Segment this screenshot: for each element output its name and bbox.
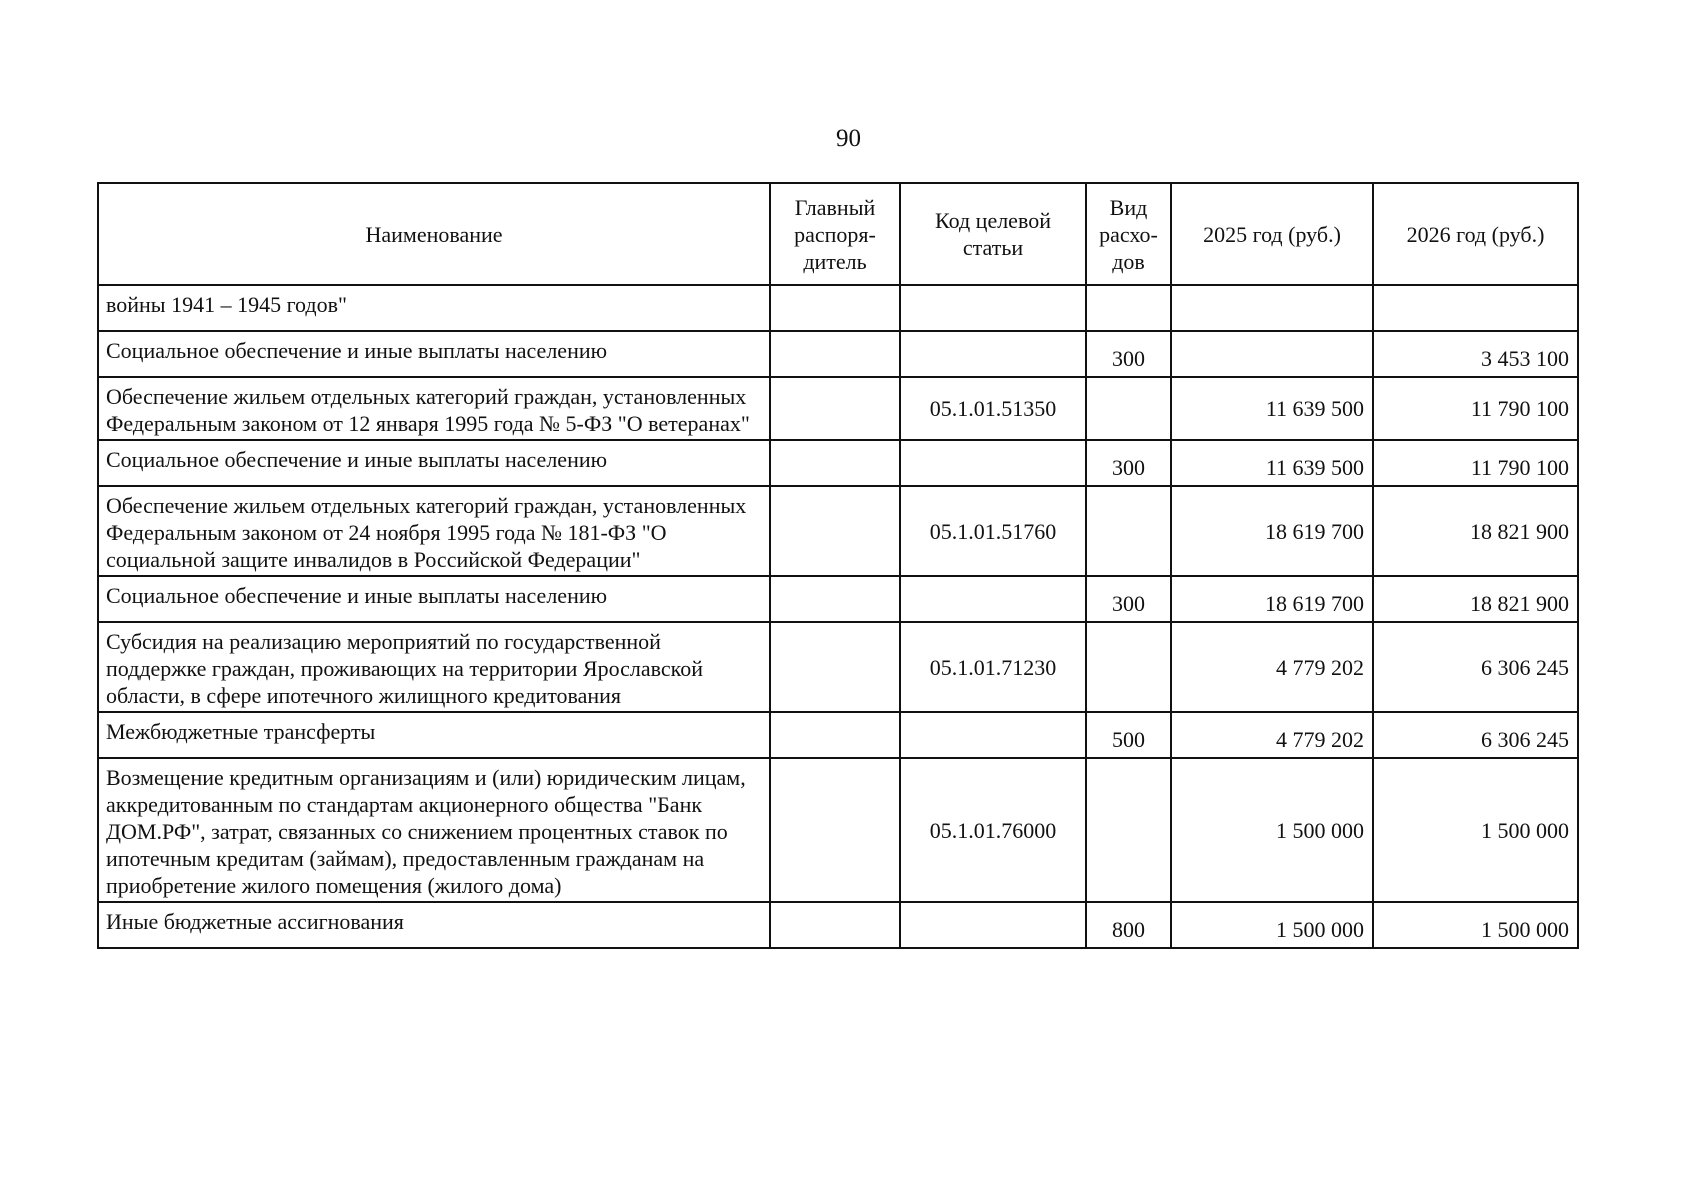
cell-year-2026	[1373, 285, 1578, 331]
cell-code: 05.1.01.71230	[900, 622, 1086, 712]
cell-year-2026: 6 306 245	[1373, 622, 1578, 712]
cell-name: войны 1941 – 1945 годов"	[98, 285, 770, 331]
cell-manager	[770, 331, 900, 377]
table-row	[98, 712, 1578, 758]
cell-code	[900, 440, 1086, 486]
cell-code	[900, 331, 1086, 377]
cell-year-2025	[1171, 331, 1373, 377]
cell-manager	[770, 486, 900, 576]
cell-manager	[770, 377, 900, 440]
cell-year-2025: 4 779 202	[1171, 712, 1373, 758]
cell-expense-type: 800	[1086, 902, 1171, 948]
table-row	[98, 331, 1578, 377]
header-year-2025: 2025 год (руб.)	[1171, 183, 1373, 285]
cell-manager	[770, 440, 900, 486]
header-year-2026: 2026 год (руб.)	[1373, 183, 1578, 285]
cell-year-2025: 1 500 000	[1171, 902, 1373, 948]
cell-year-2026: 18 821 900	[1373, 486, 1578, 576]
cell-name: Социальное обеспечение и иные выплаты населению	[98, 576, 770, 622]
cell-code	[900, 712, 1086, 758]
cell-name: Обеспечение жильем отдельных категорий граждан, установленных Федеральным законом от 12 января 1995 года № 5-ФЗ "О ветеранах"	[98, 377, 770, 440]
cell-name: Социальное обеспечение и иные выплаты населению	[98, 440, 770, 486]
cell-year-2025: 11 639 500	[1171, 440, 1373, 486]
cell-name: Иные бюджетные ассигнования	[98, 902, 770, 948]
cell-code: 05.1.01.51350	[900, 377, 1086, 440]
cell-year-2025	[1171, 285, 1373, 331]
cell-expense-type	[1086, 622, 1171, 712]
cell-expense-type	[1086, 377, 1171, 440]
cell-year-2025: 11 639 500	[1171, 377, 1373, 440]
cell-manager	[770, 902, 900, 948]
header-manager: Главный распоря-дитель	[770, 183, 900, 285]
header-code: Код целевой статьи	[900, 183, 1086, 285]
cell-manager	[770, 712, 900, 758]
page-number: 90	[836, 125, 861, 152]
cell-code: 05.1.01.76000	[900, 758, 1086, 902]
cell-expense-type: 300	[1086, 331, 1171, 377]
table-row	[98, 622, 1578, 712]
cell-name: Субсидия на реализацию мероприятий по государственной поддержке граждан, проживающих на территории Ярославской области, в сфере ипотечного жилищного кредитования	[98, 622, 770, 712]
cell-name: Социальное обеспечение и иные выплаты населению	[98, 331, 770, 377]
header-expense-type: Вид расхо-дов	[1086, 183, 1171, 285]
cell-year-2026: 1 500 000	[1373, 902, 1578, 948]
cell-year-2026: 1 500 000	[1373, 758, 1578, 902]
table-row	[98, 486, 1578, 576]
table-row	[98, 902, 1578, 948]
table-row	[98, 285, 1578, 331]
cell-code: 05.1.01.51760	[900, 486, 1086, 576]
cell-year-2026: 18 821 900	[1373, 576, 1578, 622]
cell-expense-type: 500	[1086, 712, 1171, 758]
cell-name: Межбюджетные трансферты	[98, 712, 770, 758]
cell-name: Возмещение кредитным организациям и (или) юридическим лицам, аккредитованным по стандартам акционерного общества "Банк ДОМ.РФ", затрат, связанных со снижением процентных ставок по ипотечным кредитам (займам), предоставленным гражданам на приобретение жилого помещения (жилого дома)	[98, 758, 770, 902]
cell-year-2026: 6 306 245	[1373, 712, 1578, 758]
table-row	[98, 440, 1578, 486]
cell-year-2026: 11 790 100	[1373, 440, 1578, 486]
cell-year-2025: 4 779 202	[1171, 622, 1373, 712]
table-row	[98, 377, 1578, 440]
cell-expense-type: 300	[1086, 440, 1171, 486]
cell-expense-type	[1086, 285, 1171, 331]
cell-manager	[770, 285, 900, 331]
cell-code	[900, 576, 1086, 622]
cell-expense-type	[1086, 758, 1171, 902]
cell-year-2025: 1 500 000	[1171, 758, 1373, 902]
cell-code	[900, 285, 1086, 331]
cell-name: Обеспечение жильем отдельных категорий граждан, установленных Федеральным законом от 24 ноября 1995 года № 181-ФЗ "О социальной защите инвалидов в Российской Федерации"	[98, 486, 770, 576]
cell-code	[900, 902, 1086, 948]
cell-manager	[770, 622, 900, 712]
cell-manager	[770, 576, 900, 622]
cell-expense-type: 300	[1086, 576, 1171, 622]
table-row	[98, 576, 1578, 622]
cell-year-2026: 11 790 100	[1373, 377, 1578, 440]
header-name: Наименование	[98, 183, 770, 285]
cell-expense-type	[1086, 486, 1171, 576]
table-row	[98, 758, 1578, 902]
cell-year-2025: 18 619 700	[1171, 576, 1373, 622]
cell-year-2025: 18 619 700	[1171, 486, 1373, 576]
cell-year-2026: 3 453 100	[1373, 331, 1578, 377]
budget-table	[97, 182, 1579, 949]
table-header-row	[98, 183, 1578, 285]
cell-manager	[770, 758, 900, 902]
